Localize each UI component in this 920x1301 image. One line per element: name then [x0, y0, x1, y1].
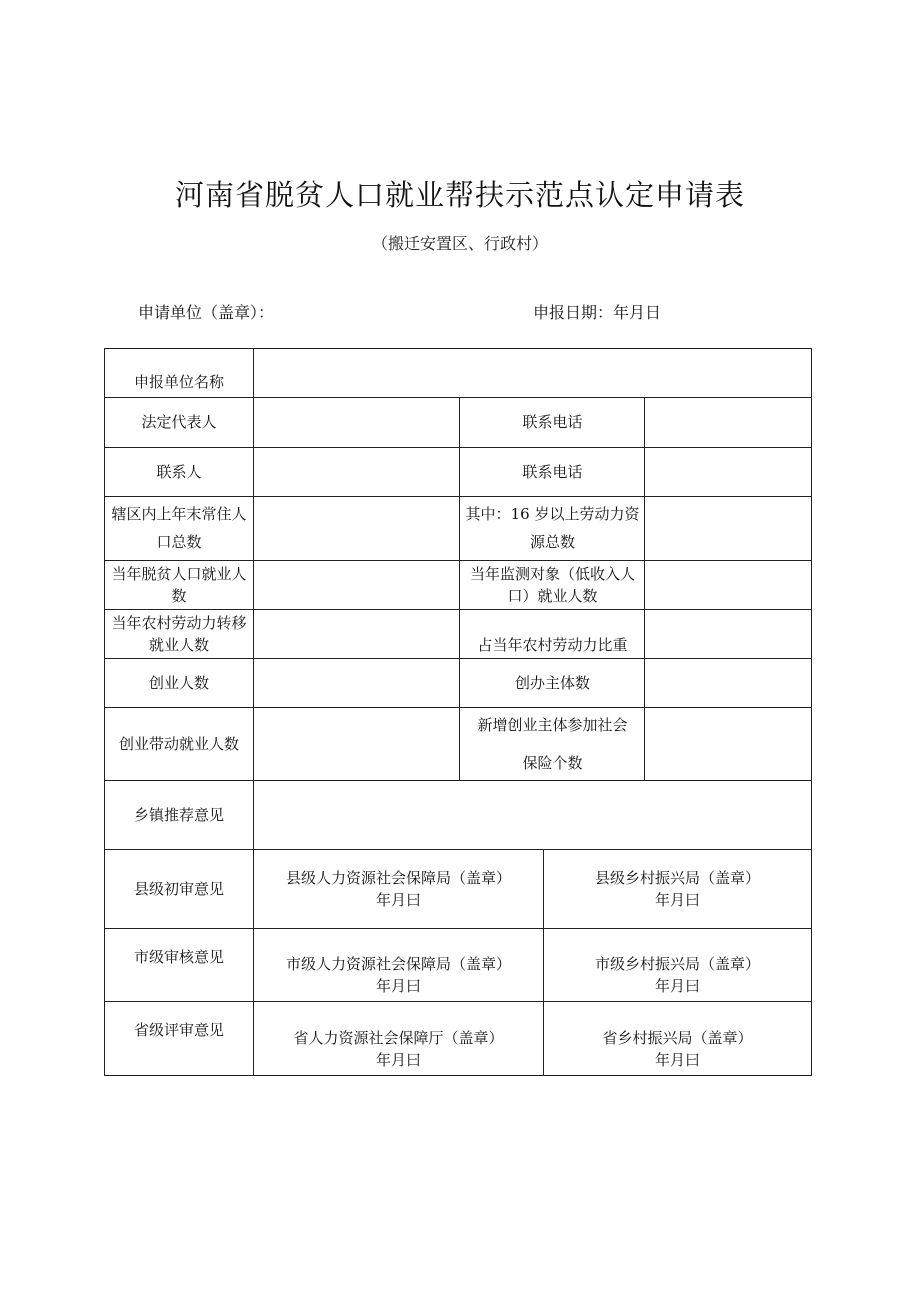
insured-label-line-1: 新增创业主体参加社会 [477, 715, 628, 734]
province-hr-stamp-text: 省人力资源社会保障厅（盖章） [293, 1029, 504, 1047]
startups-field[interactable] [254, 659, 459, 707]
town-opinion-label: 乡镇推荐意见 [133, 805, 224, 824]
ratio-field[interactable] [645, 610, 811, 658]
province-rural-signature[interactable] [544, 1002, 811, 1075]
province-opinion-label: 省级评审意见 [133, 1021, 224, 1039]
monitored-label-line-1: 当年监测对象（低收入人 [469, 564, 635, 583]
legal-rep-field[interactable] [254, 398, 459, 447]
table-border-bottom [104, 1075, 812, 1076]
legal-rep-label: 法定代表人 [141, 413, 217, 431]
population-label [104, 496, 254, 560]
ratio-label: 占当年农村劳动力比重 [477, 636, 628, 654]
province-rural-date: 年月曰 [654, 1051, 700, 1069]
employed-field[interactable] [254, 561, 459, 609]
province-hr-date: 年月曰 [375, 1051, 421, 1069]
table-border-right [811, 348, 812, 1076]
county-rural-signature[interactable] [544, 850, 811, 928]
county-rural-date: 年月曰 [654, 891, 700, 909]
labor-suffix: 岁以上劳动力资 [534, 505, 640, 523]
province-hr-signature[interactable] [254, 1002, 543, 1075]
driven-employment-label: 创业带动就业人数 [118, 734, 239, 753]
contact-label: 联系人 [156, 462, 202, 481]
employed-label [104, 560, 254, 609]
county-rural-stamp-text: 县级乡村振兴局（盖章） [594, 869, 760, 887]
monitored-field[interactable] [645, 561, 811, 609]
population-label-line-2: 口总数 [156, 533, 202, 551]
city-hr-signature[interactable] [254, 929, 543, 1001]
labor-prefix: 其中： [465, 505, 511, 523]
county-hr-signature[interactable] [254, 850, 543, 928]
county-opinion-label: 县级初审意见 [133, 879, 224, 898]
contact-field[interactable] [254, 448, 459, 496]
entities-label: 创办主体数 [514, 673, 590, 692]
date-label: 申报日期：年月日 [533, 303, 662, 322]
contact-phone-label: 联系电话 [522, 462, 583, 481]
employed-label-line-2: 数 [171, 586, 187, 605]
insured-label-line-2: 保险个数 [522, 753, 583, 772]
labor-resource-label [460, 496, 645, 560]
insured-field[interactable] [645, 708, 811, 780]
monitored-label-line-2: 口）就业人数 [507, 586, 598, 605]
insured-label [460, 707, 645, 780]
transfer-field[interactable] [254, 610, 459, 658]
entities-field[interactable] [645, 659, 811, 707]
city-hr-stamp-text: 市级人力资源社会保障局（盖章） [285, 955, 511, 973]
labor-resource-label-line-2: 源总数 [529, 533, 575, 551]
city-hr-date: 年月曰 [375, 977, 421, 995]
labor-resource-field[interactable] [645, 497, 811, 560]
unit-name-field[interactable] [254, 349, 811, 397]
city-rural-stamp-text: 市级乡村振兴局（盖章） [594, 955, 760, 973]
legal-rep-phone-field[interactable] [645, 398, 811, 447]
city-rural-signature[interactable] [544, 929, 811, 1001]
population-label-line-1: 辖区内上年末常住人 [111, 505, 247, 523]
population-field[interactable] [254, 497, 459, 560]
applicant-label: 申请单位（盖章）： [138, 303, 275, 322]
contact-phone-field[interactable] [645, 448, 811, 496]
city-opinion-label: 市级审核意见 [133, 948, 224, 966]
employed-label-line-1: 当年脱贫人口就业人 [111, 564, 247, 583]
transfer-label [104, 609, 254, 658]
county-hr-stamp-text: 县级人力资源社会保障局（盖章） [285, 869, 511, 887]
page-title: 河南省脱贫人口就业帮扶示范点认定申请表 [174, 178, 745, 212]
city-rural-date: 年月曰 [654, 977, 700, 995]
legal-rep-phone-label: 联系电话 [522, 413, 583, 431]
transfer-label-line-1: 当年农村劳动力转移 [111, 613, 247, 632]
page-subtitle: （搬迁安置区、行政村） [371, 234, 548, 253]
county-hr-date: 年月曰 [375, 891, 421, 909]
labor-age: 16 [510, 505, 530, 523]
startups-label: 创业人数 [148, 673, 209, 692]
town-opinion-field[interactable] [254, 781, 811, 849]
labor-resource-label-line-1 [466, 500, 640, 528]
unit-name-label: 申报单位名称 [133, 373, 224, 391]
province-rural-stamp-text: 省乡村振兴局（盖章） [602, 1029, 753, 1047]
driven-employment-field[interactable] [254, 708, 459, 780]
transfer-label-line-2: 就业人数 [148, 635, 209, 654]
monitored-label [460, 560, 645, 609]
